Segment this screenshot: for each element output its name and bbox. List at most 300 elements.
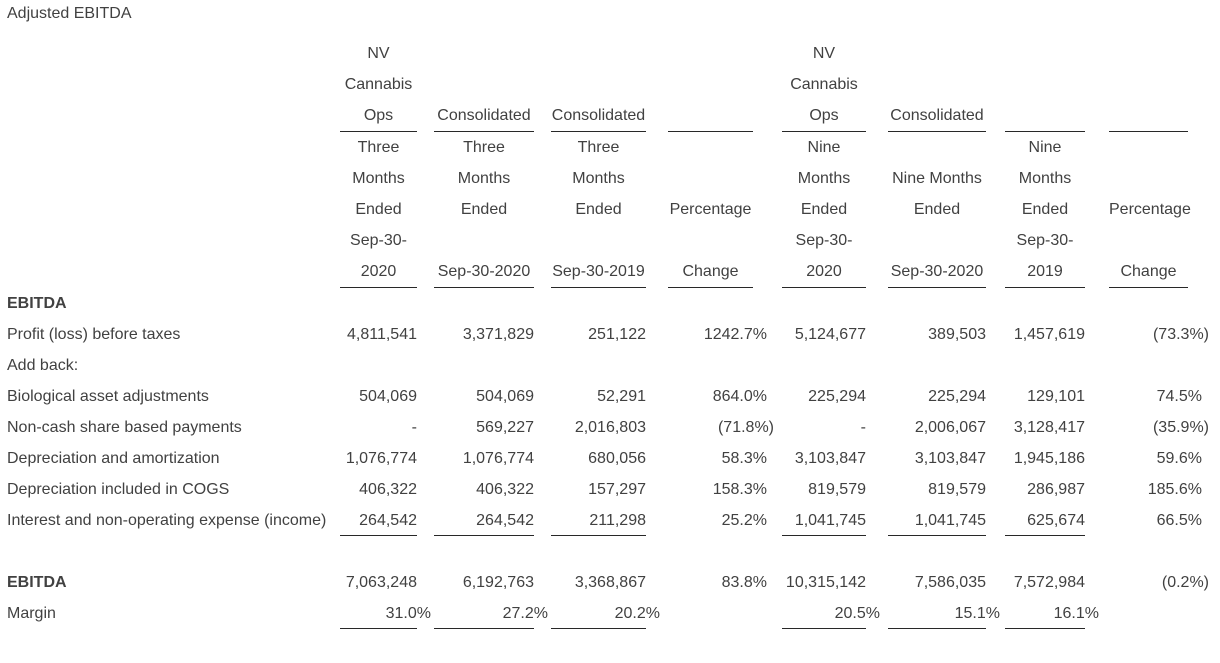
header-cell-col8 [1085, 132, 1191, 288]
cell-value: 83.8% [721, 574, 767, 591]
column-header-line: Three [577, 139, 620, 156]
value-cell-col3 [534, 288, 646, 319]
value-cell-col7 [986, 319, 1085, 350]
row-label: Profit (loss) before taxes [7, 326, 181, 343]
value-box [434, 474, 534, 505]
value-box [1005, 567, 1085, 598]
value-box [340, 536, 417, 567]
value-box [668, 443, 767, 474]
column-header-line: 2020 [806, 263, 842, 280]
cell-value: 4,811,541 [347, 326, 417, 343]
value-box [551, 505, 646, 536]
header-cell-col4 [646, 38, 753, 132]
cell-value: (35.9%) [1152, 419, 1209, 436]
value-cell-col6 [866, 319, 986, 350]
header-cell-col2 [417, 132, 534, 288]
value-cell-col6 [866, 474, 986, 505]
cell-value: 7,586,035 [914, 574, 986, 591]
cell-value: 20.2% [614, 605, 660, 622]
cell-value: 625,674 [1027, 512, 1085, 529]
column-header-line [888, 69, 986, 100]
column-header [888, 38, 986, 132]
value-cell-col8 [1085, 598, 1188, 629]
column-header-line [1109, 38, 1188, 69]
value-box [888, 505, 986, 536]
column-header-line: Ops [363, 107, 394, 124]
value-cell-col5 [753, 505, 866, 536]
column-header [888, 132, 986, 288]
cell-value: 211,298 [589, 512, 646, 529]
value-box [668, 412, 774, 443]
spacer-row [7, 536, 1220, 567]
column-header [782, 132, 866, 288]
column-header-line [434, 225, 534, 256]
value-box [1109, 536, 1188, 567]
cell-value: 3,368,867 [574, 574, 646, 591]
value-cell-col2 [417, 443, 534, 474]
value-cell-col6 [866, 350, 986, 381]
header-cell-col7 [986, 132, 1085, 288]
column-header-line [668, 225, 753, 256]
cell-value: 569,227 [476, 419, 534, 436]
cell-value: 1,945,186 [1013, 450, 1085, 467]
column-header-line: Ops [809, 107, 839, 124]
cell-value: 286,987 [1027, 481, 1085, 498]
cell-value: 1,076,774 [345, 450, 417, 467]
header-cell-col3 [534, 38, 646, 132]
value-cell-col3 [534, 598, 660, 629]
column-header-line [668, 38, 753, 69]
column-header [782, 38, 866, 132]
cell-value: 819,579 [808, 481, 866, 498]
value-cell-col1 [340, 288, 417, 319]
column-header-line [888, 225, 986, 256]
value-box [1005, 350, 1085, 381]
value-cell-col6 [866, 567, 986, 598]
cell-value: 2,016,803 [574, 419, 646, 436]
cell-value [1184, 350, 1188, 381]
value-box [888, 319, 986, 350]
value-box [888, 536, 986, 567]
value-cell-col7 [986, 474, 1085, 505]
value-box [551, 350, 646, 381]
value-cell-col8 [1085, 350, 1188, 381]
value-box [340, 412, 417, 443]
table-row [7, 412, 1220, 443]
value-box [782, 412, 866, 443]
column-header-line: Sep-30- [795, 232, 853, 249]
value-box [340, 598, 431, 629]
cell-value: 3,371,829 [462, 326, 534, 343]
column-header-line: Sep-30- [350, 232, 407, 249]
value-box [668, 319, 767, 350]
value-cell-col4 [646, 381, 767, 412]
cell-value: 158.3% [712, 481, 767, 498]
value-cell-col8 [1085, 474, 1202, 505]
value-cell-col1 [340, 381, 417, 412]
value-cell-col2 [417, 381, 534, 412]
value-box [668, 474, 767, 505]
column-header [1005, 132, 1085, 288]
header-cell-col5 [753, 132, 866, 288]
period-header-row [7, 132, 1220, 288]
value-cell-col8 [1085, 288, 1188, 319]
cell-value: (71.8%) [717, 419, 774, 436]
column-header-line: Three [357, 139, 400, 156]
cell-value [1184, 598, 1188, 629]
row-label [7, 536, 340, 567]
value-cell-col1 [340, 319, 417, 350]
table-row [7, 567, 1220, 598]
value-cell-col3 [534, 474, 646, 505]
value-box [888, 474, 986, 505]
value-box [434, 381, 534, 412]
column-header-line [1109, 132, 1188, 163]
value-box [340, 350, 417, 381]
cell-value: 5,124,677 [794, 326, 866, 343]
cell-value: 225,294 [928, 388, 986, 405]
value-cell-col4 [646, 567, 767, 598]
value-box [1109, 474, 1202, 505]
column-header-line: Percentage [669, 201, 752, 218]
value-box [551, 598, 660, 629]
value-box [782, 319, 866, 350]
value-box [782, 598, 880, 629]
column-header-line: Ended [800, 201, 848, 218]
cell-value: 59.6% [1156, 450, 1202, 467]
header-cell-col5 [753, 38, 866, 132]
value-box [1109, 350, 1188, 381]
value-box [668, 598, 753, 629]
value-box [434, 598, 548, 629]
row-label: EBITDA [7, 295, 67, 312]
cell-value: 504,069 [476, 388, 534, 405]
value-cell-col8 [1085, 567, 1209, 598]
value-box [1109, 505, 1202, 536]
value-box [1005, 319, 1085, 350]
column-header-line: Ended [575, 201, 622, 218]
column-header [551, 38, 646, 132]
value-cell-col4 [646, 505, 767, 536]
column-header-line [1109, 163, 1188, 194]
cell-value: 7,572,984 [1013, 574, 1085, 591]
value-box [668, 536, 753, 567]
value-cell-col3 [534, 350, 646, 381]
value-cell-col4 [646, 443, 767, 474]
value-cell-col2 [417, 288, 534, 319]
header-cell-col6 [866, 38, 986, 132]
value-box [888, 350, 986, 381]
row-label: Depreciation included in COGS [7, 481, 230, 498]
cell-value: 1,457,619 [1013, 326, 1085, 343]
value-box [434, 536, 534, 567]
column-header-line [668, 100, 753, 131]
table-row [7, 350, 1220, 381]
column-header-line: Consolidated [890, 107, 984, 124]
value-box [1109, 567, 1209, 598]
cell-value: 31.0% [385, 605, 431, 622]
value-box [888, 381, 986, 412]
value-box [782, 536, 866, 567]
cell-value: 504,069 [359, 388, 417, 405]
column-header-line: NV [367, 45, 390, 62]
value-box [782, 443, 866, 474]
column-header-line: Ended [913, 201, 961, 218]
column-header-line: Months [352, 170, 405, 187]
column-header-line [668, 163, 753, 194]
row-label: Biological asset adjustments [7, 388, 209, 405]
value-box [434, 443, 534, 474]
value-box [551, 381, 646, 412]
value-cell-col5 [753, 381, 866, 412]
cell-value: 680,056 [588, 450, 646, 467]
cell-value: 2,006,067 [914, 419, 986, 436]
value-cell-col1 [340, 567, 417, 598]
value-cell-col6 [866, 412, 986, 443]
column-header [668, 132, 753, 288]
column-header-line [551, 225, 646, 256]
cell-value: 52,291 [597, 388, 646, 405]
value-box [551, 288, 646, 319]
value-box [888, 598, 1000, 629]
column-header-line: Months [797, 170, 851, 187]
cell-value: 406,322 [359, 481, 417, 498]
value-box [551, 412, 646, 443]
value-cell-col2 [417, 598, 548, 629]
value-cell-col6 [866, 443, 986, 474]
column-header-line: NV [812, 45, 836, 62]
table-row [7, 474, 1220, 505]
value-cell-col7 [986, 567, 1085, 598]
row-label: Margin [7, 605, 56, 622]
value-cell-col4 [646, 350, 753, 381]
value-box [1109, 288, 1188, 319]
column-header [551, 132, 646, 288]
header-cell-col4 [646, 132, 753, 288]
value-cell-col1 [340, 598, 431, 629]
value-cell-col1 [340, 443, 417, 474]
cell-value: 264,542 [359, 512, 417, 529]
column-header [668, 38, 753, 132]
cell-value: 27.2% [502, 605, 548, 622]
value-box [551, 567, 646, 598]
value-cell-col5 [753, 567, 866, 598]
value-cell-col8 [1085, 505, 1202, 536]
value-box [888, 443, 986, 474]
column-header [340, 38, 417, 132]
column-header-line: Ended [460, 201, 508, 218]
column-header [434, 38, 534, 132]
cell-value: (73.3%) [1152, 326, 1209, 343]
value-cell-col8 [1085, 319, 1209, 350]
cell-value: 1242.7% [703, 326, 767, 343]
value-cell-col6 [866, 598, 1000, 629]
cell-value: 15.1% [954, 605, 1000, 622]
cell-value: - [411, 419, 417, 436]
row-label: Interest and non-operating expense (income) [7, 512, 327, 529]
value-cell-col7 [986, 505, 1085, 536]
value-box [1005, 443, 1085, 474]
value-box [1005, 474, 1085, 505]
column-header-line: Ended [1021, 201, 1069, 218]
header-cell-col8 [1085, 38, 1188, 132]
value-cell-col1 [340, 474, 417, 505]
table-row [7, 598, 1220, 629]
value-cell-col4 [646, 288, 753, 319]
value-box [340, 567, 417, 598]
value-cell-col4 [646, 319, 767, 350]
value-box [434, 319, 534, 350]
cell-value: (0.2%) [1161, 574, 1209, 591]
row-label: Add back: [7, 357, 79, 374]
value-box [1005, 505, 1085, 536]
value-box [1005, 598, 1099, 629]
value-box [551, 319, 646, 350]
value-box [434, 567, 534, 598]
column-header-line [1109, 69, 1188, 100]
column-header-line: Cannabis [344, 76, 413, 93]
value-cell-col8 [1085, 536, 1188, 567]
column-header [1005, 38, 1085, 132]
value-box [434, 505, 534, 536]
value-cell-col1 [340, 505, 417, 536]
value-cell-col3 [534, 319, 646, 350]
value-box [888, 567, 986, 598]
column-header [1109, 38, 1188, 132]
value-cell-col5 [753, 350, 866, 381]
value-cell-col7 [986, 412, 1085, 443]
value-cell-col5 [753, 412, 866, 443]
value-cell-col3 [534, 505, 646, 536]
value-box [782, 474, 866, 505]
value-box [668, 567, 767, 598]
value-cell-col2 [417, 567, 534, 598]
value-cell-col2 [417, 412, 534, 443]
cell-value: 129,101 [1027, 388, 1085, 405]
value-box [551, 536, 646, 567]
column-header-line [1109, 225, 1188, 256]
cell-value: 185.6% [1147, 481, 1202, 498]
value-box [340, 505, 417, 536]
cell-value: 74.5% [1156, 388, 1202, 405]
column-header-line [1005, 69, 1085, 100]
value-box [782, 288, 866, 319]
column-header-line [551, 38, 646, 69]
value-cell-col7 [986, 536, 1085, 567]
value-cell-col1 [340, 536, 417, 567]
value-box [340, 381, 417, 412]
value-box [434, 412, 534, 443]
value-cell-col7 [986, 443, 1085, 474]
value-cell-col6 [866, 288, 986, 319]
column-header-line: Months [457, 170, 511, 187]
column-header-line [1005, 100, 1085, 131]
value-box [551, 443, 646, 474]
column-header-line [551, 69, 646, 100]
value-cell-col3 [534, 412, 646, 443]
header-cell-col2 [417, 38, 534, 132]
value-box [434, 350, 534, 381]
column-header-line [888, 38, 986, 69]
column-header-line [434, 38, 534, 69]
cell-value: 389,503 [928, 326, 986, 343]
column-header-line: Sep-30-2020 [890, 263, 984, 280]
row-label: Depreciation and amortization [7, 450, 220, 467]
column-header-line: Sep-30-2020 [437, 263, 531, 280]
column-header-line: Sep-30- [1016, 232, 1074, 249]
column-header-line: Nine [807, 139, 841, 156]
cell-value: 25.2% [721, 512, 767, 529]
value-cell-col5 [753, 319, 866, 350]
cell-value: 225,294 [808, 388, 866, 405]
column-header-line: Months [1018, 170, 1072, 187]
column-header-line [668, 132, 753, 163]
value-cell-col4 [646, 536, 753, 567]
column-header-line: Ended [355, 201, 402, 218]
table-row [7, 505, 1220, 536]
value-box [340, 319, 417, 350]
value-cell-col2 [417, 474, 534, 505]
value-cell-col2 [417, 505, 534, 536]
cell-value: 251,122 [588, 326, 646, 343]
cell-value: 3,103,847 [794, 450, 866, 467]
cell-value: 20.5% [834, 605, 880, 622]
column-header-line: Consolidated [437, 107, 531, 124]
value-cell-col7 [986, 350, 1085, 381]
value-cell-col5 [753, 474, 866, 505]
value-cell-col7 [986, 381, 1085, 412]
column-header-line [434, 69, 534, 100]
header-cell-col6 [866, 132, 986, 288]
value-cell-col8 [1085, 443, 1202, 474]
cell-value: 864.0% [712, 388, 767, 405]
value-cell-col4 [646, 412, 774, 443]
header-spacer-cell [7, 132, 340, 288]
cell-value: 3,128,417 [1013, 419, 1085, 436]
value-box [1109, 412, 1209, 443]
value-box [782, 505, 866, 536]
value-cell-col8 [1085, 381, 1202, 412]
cell-value: - [860, 419, 866, 436]
value-cell-col7 [986, 288, 1085, 319]
value-cell-col5 [753, 288, 866, 319]
cell-value: 66.5% [1156, 512, 1202, 529]
table-row [7, 443, 1220, 474]
cell-value [1184, 288, 1188, 319]
page-title: Adjusted EBITDA [7, 5, 132, 22]
cell-value: 1,076,774 [462, 450, 534, 467]
column-header-line: Percentage [1109, 201, 1191, 218]
column-header-line: 2019 [1027, 263, 1063, 280]
value-cell-col1 [340, 412, 417, 443]
header-cell-col1 [340, 132, 417, 288]
value-cell-col8 [1085, 412, 1209, 443]
value-cell-col6 [866, 505, 986, 536]
column-header [1109, 132, 1191, 288]
value-box [1005, 381, 1085, 412]
cell-value: 6,192,763 [462, 574, 534, 591]
cell-value: 1,041,745 [914, 512, 986, 529]
cell-value [1184, 536, 1188, 567]
value-cell-col4 [646, 474, 767, 505]
value-box [340, 474, 417, 505]
value-box [434, 288, 534, 319]
value-box [782, 381, 866, 412]
cell-value: 406,322 [476, 481, 534, 498]
cell-value: 157,297 [588, 481, 646, 498]
row-label: EBITDA [7, 574, 67, 591]
cell-value: 16.1% [1053, 605, 1099, 622]
